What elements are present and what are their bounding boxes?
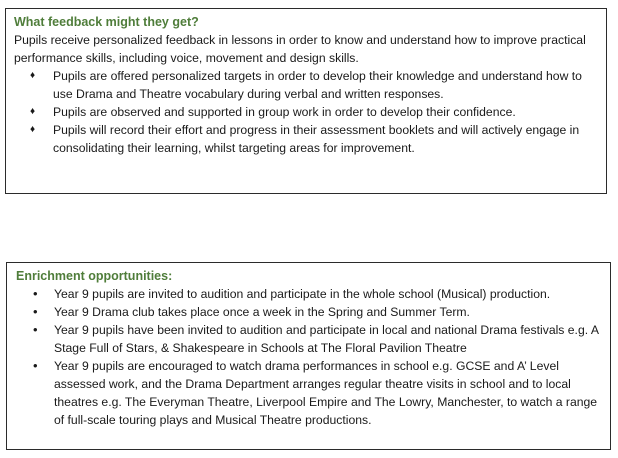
feedback-intro: Pupils receive personalized feedback in lessons in order to know and understand how to improve practical performance skills, including voice, movement and design skills.: [14, 33, 586, 65]
list-item: [16, 321, 602, 357]
enrichment-box: [6, 262, 611, 450]
list-item-text: Pupils are offered personalized targets in order to develop their knowledge and understand how to use Drama and Theatre vocabulary during verbal and written responses.: [53, 69, 582, 101]
round-bullet-icon: •: [33, 322, 38, 337]
feedback-box: [5, 8, 607, 194]
list-item-text: Year 9 pupils are encouraged to watch drama performances in school e.g. GCSE and A’ Level assessed work, and the Drama Department arranges regular theatre visits in school and to local theatres e.g. The Everyman Theatre, Liverpool Empire and The Lowry, Manchester, to watch a range of full-scale touring plays and Musical Theatre productions.: [54, 359, 598, 427]
list-item: [16, 303, 602, 321]
diamond-bullet-icon: ♦: [30, 70, 36, 81]
list-item-text: Pupils are observed and supported in group work in order to develop their confidence.: [53, 105, 516, 119]
round-bullet-icon: •: [33, 304, 38, 319]
list-item: [14, 121, 598, 157]
list-item: [16, 285, 602, 303]
round-bullet-icon: •: [33, 358, 38, 373]
list-item-text: Pupils will record their effort and progress in their assessment booklets and will actively engage in consolidating their learning, whilst targeting areas for improvement.: [53, 123, 580, 155]
enrichment-list: [16, 285, 602, 429]
feedback-heading: What feedback might they get?: [14, 15, 199, 29]
diamond-bullet-icon: ♦: [30, 106, 36, 117]
diamond-bullet-icon: ♦: [30, 124, 36, 135]
list-item: [14, 67, 598, 103]
list-item: [16, 357, 602, 429]
enrichment-heading: Enrichment opportunities:: [16, 269, 173, 283]
feedback-list: [14, 67, 598, 157]
round-bullet-icon: •: [33, 286, 38, 301]
list-item-text: Year 9 Drama club takes place once a week in the Spring and Summer Term.: [54, 305, 470, 319]
list-item-text: Year 9 pupils are invited to audition and participate in the whole school (Musical) production.: [54, 287, 551, 301]
list-item: [14, 103, 598, 121]
list-item-text: Year 9 pupils have been invited to audition and participate in local and national Drama festivals e.g. A Stage Full of Stars, & Shakespeare in Schools at The Floral Pavilion Theatre: [54, 323, 599, 355]
